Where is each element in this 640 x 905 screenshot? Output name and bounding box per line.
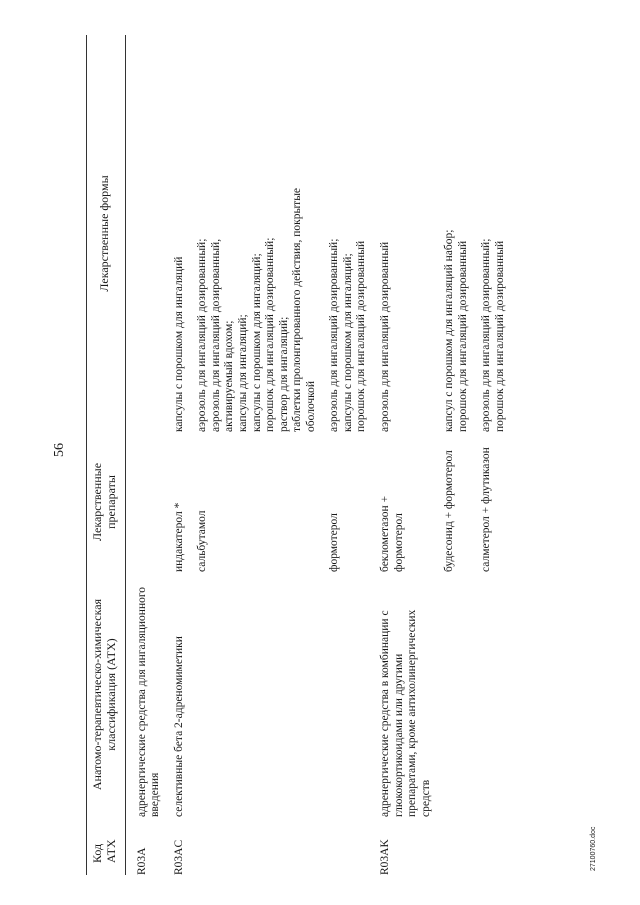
form-line: аэрозоль для ингаляций дозированный	[379, 241, 392, 432]
form-line: аэрозоль для ингаляций дозированный;	[328, 238, 341, 432]
text-line: препаратами, кроме антихолинергических	[406, 609, 419, 817]
table-row	[196, 35, 318, 875]
table-row	[379, 35, 433, 875]
header-atc-line: классификация (АТХ)	[103, 638, 118, 751]
drug-forms	[173, 35, 187, 432]
table-header-row	[87, 35, 126, 875]
drug-forms	[379, 35, 433, 432]
table-row	[480, 35, 507, 875]
form-line: раствор для ингаляций;	[277, 316, 290, 432]
form-line: активируемый вдохом;	[223, 320, 236, 432]
atc-code: R03A	[135, 847, 148, 875]
table-row	[443, 35, 470, 875]
form-line: капсулы для ингаляций;	[236, 314, 249, 432]
drug-name: салметерол + флутиказон	[480, 447, 493, 572]
form-line: оболочкой	[304, 380, 317, 432]
drug-name: беклометазон + формотерол	[379, 495, 405, 572]
text-line: глюкокортикоидами или другими	[392, 653, 405, 817]
text-line: адренергические средства для ингаляционного	[135, 586, 148, 817]
table-row	[328, 35, 369, 875]
text-line: адренергические средства в комбинации с	[379, 610, 392, 817]
atc-code: R03AC	[172, 839, 185, 875]
form-line: аэрозоль для ингаляций дозированный;	[196, 238, 209, 432]
atc-description	[173, 572, 187, 817]
form-line: порошок для ингаляций дозированный;	[264, 237, 277, 432]
drug-table	[86, 35, 508, 875]
text-line: селективные бета 2-адреномиметики	[172, 636, 185, 817]
header-atc	[87, 572, 126, 817]
text-line: средств	[419, 779, 432, 817]
form-line: капсулы с порошком для ингаляций;	[250, 253, 263, 432]
form-line: капсул с порошком для ингаляций набор;	[443, 229, 456, 432]
form-line: капсулы с порошком для ингаляций;	[341, 253, 354, 432]
atc-code: R03AK	[379, 839, 392, 875]
drug-name: будесонид + формотерол	[443, 450, 456, 572]
form-line: аэрозоль для ингаляций дозированный,	[209, 238, 222, 432]
form-line: порошок для ингаляций дозированный	[456, 240, 469, 432]
header-atc-line: Анатомо-терапевтическо-химическая	[90, 598, 104, 791]
atc-description	[136, 572, 163, 817]
form-line: таблетки пролонгированного действия, покрытые	[291, 187, 304, 432]
header-forms: Лекарственные формы	[87, 35, 126, 432]
drug-name: сальбутамол	[196, 510, 209, 572]
form-line: капсулы с порошком для ингаляций	[172, 256, 185, 432]
rotated-page	[50, 35, 610, 875]
text-line: введения	[149, 772, 162, 817]
footer-filename: 27100760.doc	[590, 826, 597, 871]
form-line: порошок для ингаляций дозированный	[355, 240, 368, 432]
form-line: порошок для ингаляций дозированный	[493, 240, 506, 432]
drug-name: индакатерол *	[172, 502, 185, 572]
drug-name: формотерол	[328, 513, 341, 572]
atc-description	[379, 572, 433, 817]
drug-forms	[480, 35, 507, 432]
drug-forms	[443, 35, 470, 432]
header-drug: Лекарственные препараты	[87, 432, 126, 572]
header-code: Код АТХ	[87, 817, 126, 875]
drug-forms	[196, 35, 318, 432]
drug-forms	[328, 35, 369, 432]
form-line: аэрозоль для ингаляций дозированный;	[480, 238, 493, 432]
table-row	[136, 35, 163, 875]
page-number: 56	[52, 443, 67, 457]
table-row	[173, 35, 187, 875]
